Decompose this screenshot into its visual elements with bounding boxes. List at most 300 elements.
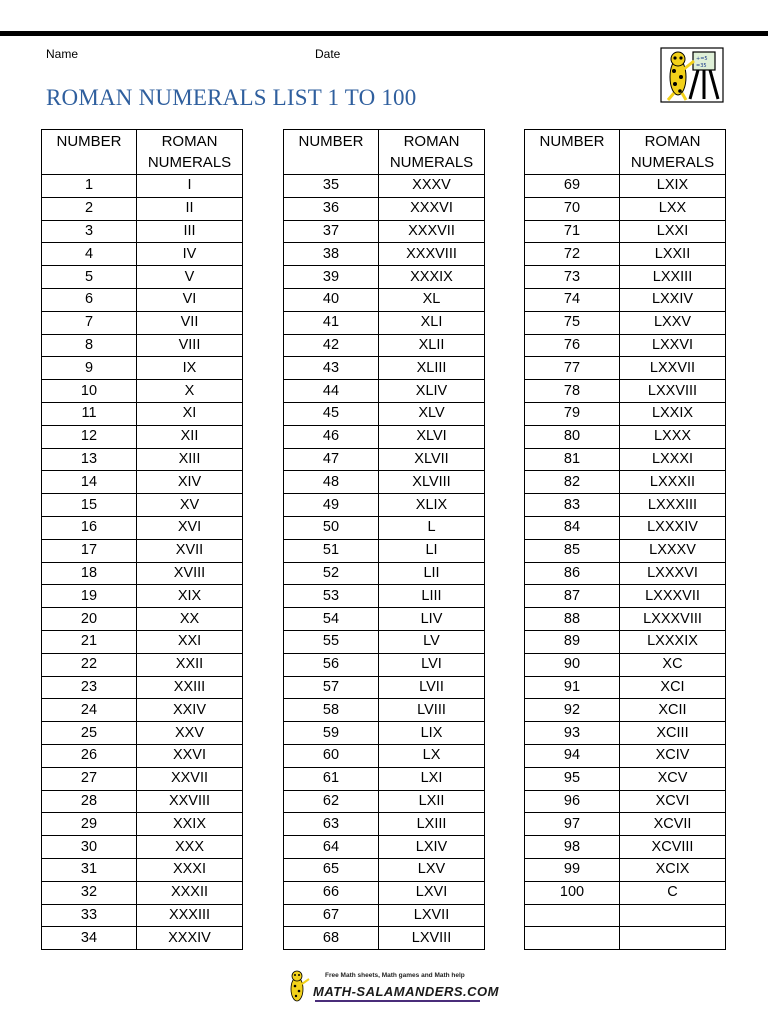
roman-numeral-cell: LXVIII <box>379 927 485 950</box>
roman-numeral-cell: XLII <box>379 334 485 357</box>
roman-numeral-cell: LXXVII <box>620 357 726 380</box>
roman-numeral-cell: XXXV <box>379 175 485 198</box>
number-cell: 11 <box>42 402 137 425</box>
number-cell: 33 <box>42 904 137 927</box>
roman-numeral-cell: LXXI <box>620 220 726 243</box>
number-cell: 12 <box>42 425 137 448</box>
table-row <box>42 630 243 653</box>
roman-numeral-cell: XLI <box>379 311 485 334</box>
roman-numeral-cell: LX <box>379 744 485 767</box>
svg-text:+=5: +=5 <box>696 56 708 62</box>
number-cell: 27 <box>42 767 137 790</box>
roman-numeral-cell: XII <box>137 425 243 448</box>
table-row <box>284 744 485 767</box>
number-cell: 71 <box>525 220 620 243</box>
roman-numeral-cell: LI <box>379 539 485 562</box>
roman-numeral-cell: LXXXVII <box>620 585 726 608</box>
table-row <box>284 311 485 334</box>
number-cell: 17 <box>42 539 137 562</box>
number-cell: 22 <box>42 653 137 676</box>
roman-numeral-cell: XCV <box>620 767 726 790</box>
number-cell: 53 <box>284 585 379 608</box>
roman-numeral-cell: LVI <box>379 653 485 676</box>
roman-numeral-cell: LXXXIII <box>620 494 726 517</box>
roman-numeral-cell: III <box>137 220 243 243</box>
roman-numeral-cell: XIV <box>137 471 243 494</box>
number-cell: 29 <box>42 813 137 836</box>
roman-numeral-cell: XLV <box>379 402 485 425</box>
roman-numeral-cell: LXXXII <box>620 471 726 494</box>
roman-numeral-cell: VI <box>137 288 243 311</box>
footer-tagline: Free Math sheets, Math games and Math help <box>325 972 465 979</box>
table-row <box>284 630 485 653</box>
number-cell: 21 <box>42 630 137 653</box>
number-cell: 41 <box>284 311 379 334</box>
number-cell: 61 <box>284 767 379 790</box>
table-row <box>525 608 726 631</box>
roman-numeral-cell: XXXI <box>137 858 243 881</box>
table-row <box>42 585 243 608</box>
roman-numeral-cell: XIII <box>137 448 243 471</box>
table-row <box>525 767 726 790</box>
table-row <box>525 927 726 950</box>
number-cell: 74 <box>525 288 620 311</box>
roman-numeral-cell: XXIII <box>137 676 243 699</box>
roman-numeral-cell: XLVI <box>379 425 485 448</box>
table-row <box>284 585 485 608</box>
table-row <box>42 767 243 790</box>
roman-numeral-cell: II <box>137 197 243 220</box>
table-row <box>284 220 485 243</box>
number-cell: 54 <box>284 608 379 631</box>
roman-numeral-cell: LXIII <box>379 813 485 836</box>
number-cell: 92 <box>525 699 620 722</box>
empty-cell <box>620 904 726 927</box>
table-row <box>42 927 243 950</box>
table-row <box>42 334 243 357</box>
table-row <box>42 744 243 767</box>
table-row <box>284 722 485 745</box>
roman-numeral-cell: XXVIII <box>137 790 243 813</box>
table-row <box>42 722 243 745</box>
number-cell: 14 <box>42 471 137 494</box>
roman-numeral-cell: L <box>379 516 485 539</box>
number-cell: 31 <box>42 858 137 881</box>
table-row <box>42 243 243 266</box>
roman-numeral-cell: XLIII <box>379 357 485 380</box>
empty-cell <box>620 927 726 950</box>
number-cell: 60 <box>284 744 379 767</box>
roman-numeral-cell: XV <box>137 494 243 517</box>
number-cell: 48 <box>284 471 379 494</box>
table-row <box>284 562 485 585</box>
roman-numeral-cell: XL <box>379 288 485 311</box>
table-row <box>42 494 243 517</box>
number-cell: 68 <box>284 927 379 950</box>
table-header-row <box>525 130 726 175</box>
empty-cell <box>525 904 620 927</box>
table-row <box>42 790 243 813</box>
number-cell: 70 <box>525 197 620 220</box>
roman-numeral-cell: XCVII <box>620 813 726 836</box>
roman-numeral-cell: LVII <box>379 676 485 699</box>
roman-numeral-cell: XXXII <box>137 881 243 904</box>
roman-numeral-cell: V <box>137 266 243 289</box>
number-cell: 7 <box>42 311 137 334</box>
table-row <box>525 357 726 380</box>
roman-numeral-cell: LXXXIV <box>620 516 726 539</box>
roman-numeral-cell: XXII <box>137 653 243 676</box>
number-cell: 28 <box>42 790 137 813</box>
number-cell: 72 <box>525 243 620 266</box>
table-row <box>525 402 726 425</box>
number-cell: 88 <box>525 608 620 631</box>
number-cell: 4 <box>42 243 137 266</box>
table-row <box>284 334 485 357</box>
table-row <box>42 562 243 585</box>
table-row <box>284 197 485 220</box>
number-cell: 25 <box>42 722 137 745</box>
table-row <box>284 425 485 448</box>
table-row <box>284 881 485 904</box>
number-cell: 97 <box>525 813 620 836</box>
roman-numeral-cell: XXI <box>137 630 243 653</box>
number-cell: 93 <box>525 722 620 745</box>
table-row <box>284 243 485 266</box>
table-row <box>42 539 243 562</box>
numerals-table-2 <box>283 129 485 950</box>
number-cell: 39 <box>284 266 379 289</box>
roman-numeral-cell: XCIII <box>620 722 726 745</box>
number-cell: 19 <box>42 585 137 608</box>
table-row <box>42 197 243 220</box>
table-row <box>42 425 243 448</box>
table-row <box>42 448 243 471</box>
number-cell: 73 <box>525 266 620 289</box>
table-row <box>525 494 726 517</box>
roman-numeral-cell: XVI <box>137 516 243 539</box>
roman-numeral-cell: LIV <box>379 608 485 631</box>
top-rule <box>0 31 768 36</box>
roman-numeral-cell: XLVII <box>379 448 485 471</box>
roman-numeral-cell: XCI <box>620 676 726 699</box>
table-row <box>525 311 726 334</box>
number-cell: 95 <box>525 767 620 790</box>
roman-numeral-cell: LXXXVIII <box>620 608 726 631</box>
table-row <box>42 881 243 904</box>
column-header-roman: ROMAN NUMERALS <box>379 130 485 175</box>
roman-numeral-cell: XI <box>137 402 243 425</box>
roman-numeral-cell: X <box>137 380 243 403</box>
table-row <box>525 836 726 859</box>
number-cell: 52 <box>284 562 379 585</box>
roman-numeral-cell: LXXIII <box>620 266 726 289</box>
table-row <box>525 790 726 813</box>
roman-numeral-cell: XXXVII <box>379 220 485 243</box>
table-row <box>42 402 243 425</box>
number-cell: 45 <box>284 402 379 425</box>
salamander-icon <box>285 969 311 1003</box>
number-cell: 2 <box>42 197 137 220</box>
number-cell: 64 <box>284 836 379 859</box>
number-cell: 18 <box>42 562 137 585</box>
number-cell: 96 <box>525 790 620 813</box>
table-header-row <box>284 130 485 175</box>
number-cell: 32 <box>42 881 137 904</box>
column-header-roman: ROMAN NUMERALS <box>137 130 243 175</box>
table-row <box>525 722 726 745</box>
roman-numeral-cell: LXXX <box>620 425 726 448</box>
number-cell: 86 <box>525 562 620 585</box>
table-row <box>284 927 485 950</box>
number-cell: 99 <box>525 858 620 881</box>
roman-numeral-cell: XXV <box>137 722 243 745</box>
table-row <box>284 767 485 790</box>
table-row <box>42 516 243 539</box>
roman-numeral-cell: XXXIX <box>379 266 485 289</box>
date-label: Date <box>315 47 341 61</box>
number-cell: 100 <box>525 881 620 904</box>
number-cell: 90 <box>525 653 620 676</box>
roman-numeral-cell: LXXVI <box>620 334 726 357</box>
table-row <box>525 516 726 539</box>
table-row <box>42 220 243 243</box>
number-cell: 79 <box>525 402 620 425</box>
table-row <box>284 448 485 471</box>
number-cell: 47 <box>284 448 379 471</box>
number-cell: 69 <box>525 175 620 198</box>
roman-numeral-cell: LXXV <box>620 311 726 334</box>
table-row <box>525 266 726 289</box>
number-cell: 82 <box>525 471 620 494</box>
table-row <box>284 380 485 403</box>
table-row <box>284 266 485 289</box>
roman-numeral-cell: XVII <box>137 539 243 562</box>
roman-numeral-cell: LXVII <box>379 904 485 927</box>
table-row <box>525 813 726 836</box>
table-row <box>284 471 485 494</box>
table-row <box>284 357 485 380</box>
column-header-number: NUMBER <box>284 130 379 175</box>
number-cell: 56 <box>284 653 379 676</box>
number-cell: 46 <box>284 425 379 448</box>
number-cell: 51 <box>284 539 379 562</box>
table-row <box>284 836 485 859</box>
number-cell: 59 <box>284 722 379 745</box>
number-cell: 8 <box>42 334 137 357</box>
roman-numeral-cell: XVIII <box>137 562 243 585</box>
table-row <box>42 175 243 198</box>
table-row <box>525 858 726 881</box>
number-cell: 57 <box>284 676 379 699</box>
table-row <box>525 585 726 608</box>
numerals-table-3 <box>524 129 726 950</box>
table-row <box>525 175 726 198</box>
table-row <box>42 380 243 403</box>
table-row <box>525 425 726 448</box>
number-cell: 35 <box>284 175 379 198</box>
numerals-table-1 <box>41 129 243 950</box>
table-row <box>525 334 726 357</box>
number-cell: 6 <box>42 288 137 311</box>
roman-numeral-cell: XCIV <box>620 744 726 767</box>
number-cell: 50 <box>284 516 379 539</box>
number-cell: 77 <box>525 357 620 380</box>
table-row <box>525 904 726 927</box>
column-header-roman: ROMAN NUMERALS <box>620 130 726 175</box>
number-cell: 34 <box>42 927 137 950</box>
number-cell: 36 <box>284 197 379 220</box>
roman-numeral-cell: XLIX <box>379 494 485 517</box>
number-cell: 20 <box>42 608 137 631</box>
roman-numeral-cell: XXIV <box>137 699 243 722</box>
page-title: ROMAN NUMERALS LIST 1 TO 100 <box>46 85 417 110</box>
table-row <box>525 288 726 311</box>
table-row <box>525 630 726 653</box>
roman-numeral-cell: XX <box>137 608 243 631</box>
table-row <box>42 858 243 881</box>
footer-logo <box>285 969 499 1005</box>
number-cell: 55 <box>284 630 379 653</box>
number-cell: 78 <box>525 380 620 403</box>
number-cell: 43 <box>284 357 379 380</box>
table-row <box>42 357 243 380</box>
number-cell: 91 <box>525 676 620 699</box>
table-row <box>284 539 485 562</box>
number-cell: 13 <box>42 448 137 471</box>
number-cell: 5 <box>42 266 137 289</box>
roman-numeral-cell: LXXII <box>620 243 726 266</box>
salamander-easel-icon <box>660 47 724 103</box>
number-cell: 66 <box>284 881 379 904</box>
table-row <box>284 858 485 881</box>
column-header-number: NUMBER <box>525 130 620 175</box>
empty-cell <box>525 927 620 950</box>
roman-numeral-cell: LXXXV <box>620 539 726 562</box>
roman-numeral-cell: LXIX <box>620 175 726 198</box>
number-cell: 94 <box>525 744 620 767</box>
roman-numeral-cell: LV <box>379 630 485 653</box>
table-row <box>525 653 726 676</box>
roman-numeral-cell: XLIV <box>379 380 485 403</box>
number-cell: 44 <box>284 380 379 403</box>
number-cell: 37 <box>284 220 379 243</box>
number-cell: 30 <box>42 836 137 859</box>
roman-numeral-cell: XXX <box>137 836 243 859</box>
table-row <box>42 266 243 289</box>
table-row <box>525 471 726 494</box>
number-cell: 10 <box>42 380 137 403</box>
number-cell: 81 <box>525 448 620 471</box>
number-cell: 23 <box>42 676 137 699</box>
name-label: Name <box>46 47 79 61</box>
roman-numeral-cell: XIX <box>137 585 243 608</box>
number-cell: 84 <box>525 516 620 539</box>
number-cell: 63 <box>284 813 379 836</box>
roman-numeral-cell: LXII <box>379 790 485 813</box>
table-row <box>525 562 726 585</box>
table-row <box>42 653 243 676</box>
table-row <box>525 676 726 699</box>
table-row <box>284 288 485 311</box>
table-row <box>42 311 243 334</box>
table-row <box>284 676 485 699</box>
table-row <box>284 904 485 927</box>
roman-numeral-cell: LXXXI <box>620 448 726 471</box>
roman-numeral-cell: XLVIII <box>379 471 485 494</box>
number-cell: 98 <box>525 836 620 859</box>
table-row <box>525 220 726 243</box>
table-row <box>284 699 485 722</box>
number-cell: 42 <box>284 334 379 357</box>
table-row <box>42 699 243 722</box>
number-cell: 67 <box>284 904 379 927</box>
roman-numeral-cell: IV <box>137 243 243 266</box>
number-cell: 83 <box>525 494 620 517</box>
table-row <box>284 813 485 836</box>
number-cell: 87 <box>525 585 620 608</box>
roman-numeral-cell: LVIII <box>379 699 485 722</box>
footer-underline <box>315 1000 480 1002</box>
roman-numeral-cell: XXXIII <box>137 904 243 927</box>
table-row <box>525 539 726 562</box>
table-row <box>525 380 726 403</box>
number-cell: 24 <box>42 699 137 722</box>
roman-numeral-cell: XCIX <box>620 858 726 881</box>
table-row <box>284 516 485 539</box>
table-row <box>42 676 243 699</box>
roman-numeral-cell: LXV <box>379 858 485 881</box>
table-row <box>42 471 243 494</box>
table-row <box>284 653 485 676</box>
number-cell: 85 <box>525 539 620 562</box>
roman-numeral-cell: XXXVIII <box>379 243 485 266</box>
roman-numeral-cell: XCII <box>620 699 726 722</box>
number-cell: 9 <box>42 357 137 380</box>
table-header-row <box>42 130 243 175</box>
table-row <box>284 790 485 813</box>
table-row <box>42 813 243 836</box>
number-cell: 58 <box>284 699 379 722</box>
number-cell: 26 <box>42 744 137 767</box>
column-header-number: NUMBER <box>42 130 137 175</box>
roman-numeral-cell: XXVI <box>137 744 243 767</box>
roman-numeral-cell: XXVII <box>137 767 243 790</box>
roman-numeral-cell: LXXXVI <box>620 562 726 585</box>
number-cell: 80 <box>525 425 620 448</box>
table-row <box>284 175 485 198</box>
number-cell: 40 <box>284 288 379 311</box>
svg-text:=35: =35 <box>696 63 707 69</box>
table-row <box>525 197 726 220</box>
roman-numeral-cell: XCVI <box>620 790 726 813</box>
roman-numeral-cell: VIII <box>137 334 243 357</box>
roman-numeral-cell: LXXIX <box>620 402 726 425</box>
roman-numeral-cell: XXXVI <box>379 197 485 220</box>
number-cell: 15 <box>42 494 137 517</box>
roman-numeral-cell: LII <box>379 562 485 585</box>
number-cell: 3 <box>42 220 137 243</box>
number-cell: 65 <box>284 858 379 881</box>
number-cell: 38 <box>284 243 379 266</box>
roman-numeral-cell: LXVI <box>379 881 485 904</box>
roman-numeral-cell: LXIV <box>379 836 485 859</box>
table-row <box>284 402 485 425</box>
number-cell: 49 <box>284 494 379 517</box>
number-cell: 76 <box>525 334 620 357</box>
roman-numeral-cell: XCVIII <box>620 836 726 859</box>
roman-numeral-cell: VII <box>137 311 243 334</box>
